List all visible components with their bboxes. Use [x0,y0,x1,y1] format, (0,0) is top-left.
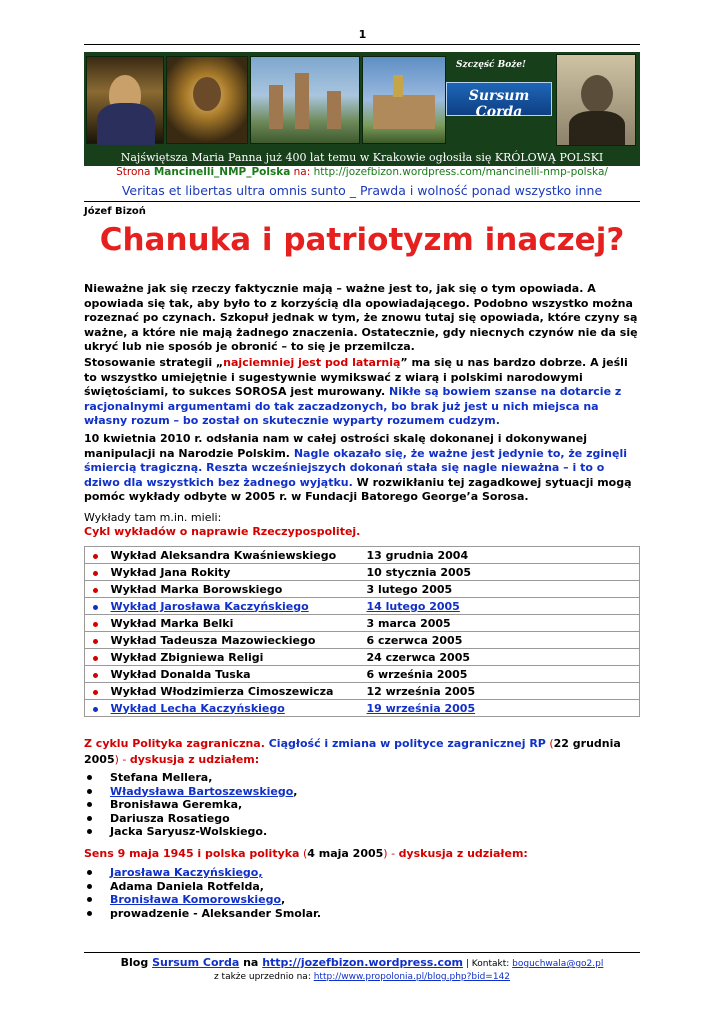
lecture-name: Wykład Aleksandra Kwaśniewskiego [107,547,363,564]
bullet-icon [85,666,107,683]
site-name[interactable]: Mancinelli_NMP_Polska [153,166,291,178]
icon-painting [166,56,248,144]
bullet-icon [87,884,92,889]
lecture-row [85,666,640,683]
footer-rule [84,952,640,953]
bullet-icon [87,911,92,916]
participant-suffix: , [281,893,286,906]
fp-discussion: dyskusja z udziałem: [129,753,260,766]
paragraph-april [84,432,640,505]
fp-paren-open: ( [545,737,554,750]
footer-line [84,956,640,969]
lecture-name[interactable]: Wykład Jarosława Kaczyńskiego [107,598,363,615]
lecture-date: 24 czerwca 2005 [363,649,640,666]
p2-text-a: Stosowanie strategii „ [84,356,224,369]
bullet-icon [85,547,107,564]
participant-name: Jacka Saryusz-Wolskiego. [110,825,268,838]
paragraph-strategy [84,356,640,429]
footer-line-2 [84,972,640,982]
participant-item [84,825,640,839]
p2-highlight: Nikłe są bowiem szanse na dotarcie z racjonalnymi argumentami do tak zaczadzonych, bo brak już jest u nich miejsca na własny rozum – bo został on skutecznie wyparty rozumem cudzym. [84,385,622,427]
participant-name[interactable]: Bronisława Komorowskiego [110,893,282,906]
lecture-date: 14 lutego 2005 [363,598,640,615]
p2-text-c: ” ma się u nas bardzo dobrze. A jeśli to wszystko umiejętnie i sugestywnie wymikswać z wiarą i polskimi narodowymi świętościami, to sukces SOROSA jest murowany. [84,356,628,398]
lecture-date: 6 czerwca 2005 [363,632,640,649]
page-number: 1 [358,28,367,41]
lecture-name: Wykład Włodzimierza Cimoszewicza [107,683,363,700]
bullet-icon [85,581,107,598]
lecture-date: 19 września 2005 [363,700,640,717]
footer-na: na [239,956,263,969]
lecture-name[interactable]: Wykład Lecha Kaczyńskiego [107,700,363,717]
lecture-date: 13 grudnia 2004 [363,547,640,564]
p2-quote: najciemniej jest pod latarnią [223,356,401,369]
participant-name[interactable]: Władysława Bartoszewskiego [110,784,294,798]
fp-cycle: Z cyklu Polityka zagraniczna. [84,737,265,750]
footer-blog-label: Blog [120,956,153,969]
lecture-date: 10 stycznia 2005 [363,564,640,581]
lecture-row [85,700,640,717]
sens-date: 4 maja 2005 [307,847,384,860]
bullet-icon [87,897,92,902]
fp-title: Ciągłość i zmiana w polityce zagranicznej RP [264,737,546,750]
paragraph-intro: Nieważne jak się rzeczy faktycznie mają – ważne jest to, jak się o tym opowiada. A opowiada się tak, aby było to z korzyścią dla opowiadającego. Podobno wszystko można rozeznać po czynach. Szkopuł jednak w tym, że znowu tutaj się opowiada, które czyny są ważne, a które nie mają żadnego znaczenia. Ostatecznie, gdy niecnych czynów nie da się ukryć lub nie sposób je obronić – to się je przemilcza. [84,282,638,353]
header-rule [84,44,640,45]
lecture-name: Wykład Jana Rokity [107,564,363,581]
fp-date: 22 grudnia 2005 [84,737,621,766]
lecture-row [85,581,640,598]
author: Józef Bizoń [84,206,146,217]
bullet-icon [85,564,107,581]
participant-item [84,893,640,907]
participant-suffix: , [293,784,298,798]
banner-greeting: Szczęść Boże! [456,60,527,70]
sursum-corda-logo-text: Sursum Corda [468,88,530,120]
wawel-castle-image [362,56,446,144]
participant-item [84,907,640,921]
site-na: na: [290,166,314,178]
fp-participants-list [84,771,640,839]
bullet-icon [87,816,92,821]
participant-name: Stefana Mellera, [110,771,213,784]
footer-blog-name-link[interactable]: Sursum Corda [152,956,240,969]
lecture-row [85,615,640,632]
p3-text-a: 10 kwietnia 2010 r. odsłania nam w całej ostrości skalę dokonanej i dokonywanej manipulacji na Narodzie Polskim. [84,432,587,460]
bullet-icon [85,598,107,615]
header-banner [84,52,640,166]
participant-name: Dariusza Rosatiego [110,811,230,825]
lecture-date: 12 września 2005 [363,683,640,700]
p3-text-c: W rozwikłaniu tej zagadkowej sytuacji mogą pomóc wykłady odbyte w 2005 r. w Fundacji Batorego George’a Sorosa. [84,475,632,503]
bullet-icon [85,632,107,649]
lecture-row [85,547,640,564]
sens-discussion: dyskusja z udziałem: [398,847,528,860]
madonna-icon [86,56,164,144]
p3-highlight: Nagle okazało się, że ważne jest jedynie to, że zginęli śmiercią tragiczną. Reszta wcześniejszych dokonań stała się nagle nieważna – i to o dziwo dla wszystkich bez żadnego wyjątku. [84,446,627,489]
lecture-row [85,598,640,615]
lecture-date: 3 marca 2005 [363,615,640,632]
bullet-icon [85,649,107,666]
participant-item [84,785,640,799]
bullet-icon [87,789,92,794]
krakow-church-image [250,56,360,144]
lecture-name: Wykład Marka Borowskiego [107,581,363,598]
lecture-date: 3 lutego 2005 [363,581,640,598]
fp-paren-close: ) - [114,753,130,766]
participant-name: Bronisława Geremka, [110,798,243,811]
bullet-icon [85,700,107,717]
footer-blog-url-link[interactable]: http://jozefbizon.wordpress.com [262,956,464,969]
lectures-intro-text: Wykłady tam m.in. mieli: [84,511,222,524]
sens-participants-list [84,866,640,920]
participant-item [84,880,640,894]
bullet-icon [87,870,92,875]
site-url-link[interactable]: http://jozefbizon.wordpress.com/mancinelli-nmp-polska/ [313,166,608,178]
participant-name: prowadzenie - [110,906,202,920]
lecture-name: Wykład Zbigniewa Religi [107,649,363,666]
participant-item [84,798,640,812]
lectures-intro [84,511,640,539]
lecture-row [85,683,640,700]
sens-title: Sens 9 maja 1945 i polska polityka [84,847,300,860]
lectures-cycle-title: Cykl wykładów o naprawie Rzeczypospolitej. [84,525,361,538]
lecture-name: Wykład Tadeusza Mazowieckiego [107,632,363,649]
lecture-name: Wykład Marka Belki [107,615,363,632]
bullet-icon [87,802,92,807]
participant-item [84,771,640,785]
lecture-row [85,649,640,666]
foreign-policy-heading [84,736,640,768]
lecture-date: 6 września 2005 [363,666,640,683]
footer-old-url-link[interactable]: http://www.propolonia.pl/blog.php?bid=142 [313,972,511,982]
banner-caption: Najświętsza Maria Panna już 400 lat temu w Krakowie ogłosiła się KRÓLOWĄ POLSKI [120,151,604,164]
lecture-row [85,632,640,649]
participant-name: Adama Daniela Rotfelda, [110,879,264,893]
sens-paren-open: ( [299,847,308,860]
footer-contact-label: | Kontakt: [463,959,513,969]
site-line [84,166,640,178]
site-prefix: Strona [116,166,154,178]
participant-name[interactable]: Jarosława Kaczyńskiego, [110,866,263,879]
portrait-engraving [556,54,636,146]
lectures-table [84,546,640,717]
participant-suffix: Aleksander Smolar. [201,906,322,920]
sens-heading [84,847,640,860]
footer-email-link[interactable]: boguchwala@go2.pl [512,959,604,969]
page-title: Chanuka i patriotyzm inaczej? [99,222,625,258]
bullet-icon [87,775,92,780]
bullet-icon [85,615,107,632]
sens-paren-close: ) - [383,847,399,860]
bullet-icon [87,829,92,834]
participant-item [84,812,640,826]
footer-also-label: z także uprzednio na: [213,972,314,982]
lecture-row [85,564,640,581]
motto: Veritas et libertas ultra omnis sunto _ Prawda i wolność ponad wszystko inne [121,183,603,198]
lecture-name: Wykład Donalda Tuska [107,666,363,683]
participant-item [84,866,640,880]
bullet-icon [85,683,107,700]
header-divider [84,201,640,202]
